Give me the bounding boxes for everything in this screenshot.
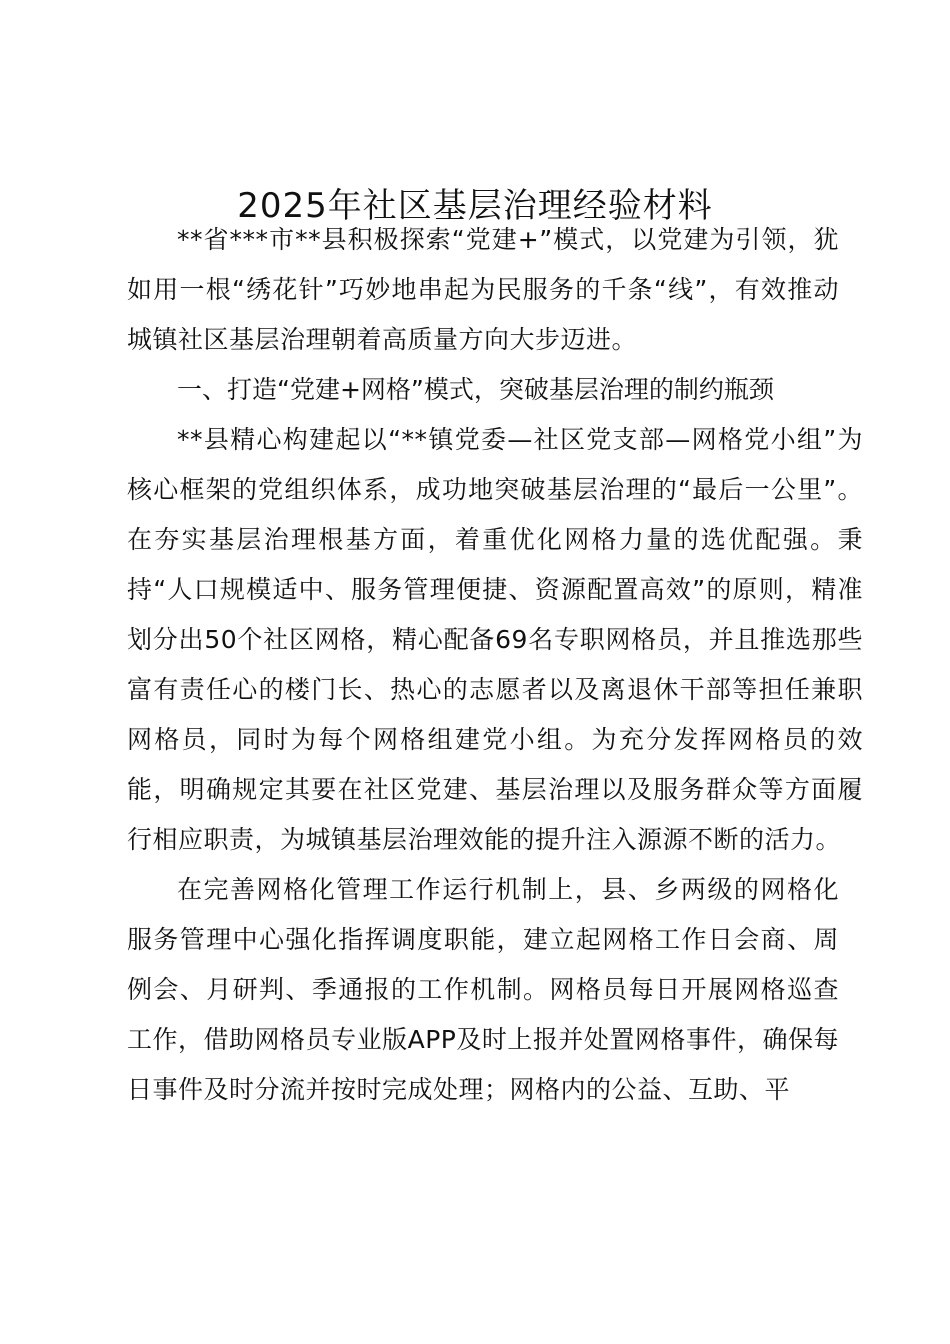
document-title: 2025年社区基层治理经验材料 (237, 186, 713, 226)
intro-paragraph: **省***市**县积极探索“党建+”模式，以党建为引领，犹如用一根“绣花针”巧妙地串起为民服务的千条“线”，有效推动城镇社区基层治理朝着高质量方向大步迈进。 (127, 225, 839, 354)
body-paragraph: **县精心构建起以“**镇党委—社区党支部—网格党小组”为核心框架的党组织体系，成功地突破基层治理的“最后一公里”。在夯实基层治理根基方面，着重优化网格力量的选优配强。秉持“人口规模适中、服务管理便捷、资源配置高效”的原则，精准划分出50个社区网格，精心配备69名专职网格员，并且推选那些富有责任心的楼门长、热心的志愿者以及离退休干部等担任兼职网格员，同时为每个网格组建党小组。为充分发挥网格员的效能，明确规定其要在社区党建、基层治理以及服务群众等方面履行相应职责，为城镇基层治理效能的提升注入源源不断的活力。 (127, 425, 863, 854)
section-heading-1: 一、打造“党建+网格”模式，突破基层治理的制约瓶颈 (177, 375, 774, 404)
body-paragraph: 在完善网格化管理工作运行机制上，县、乡两级的网格化服务管理中心强化指挥调度职能，建立起网格工作日会商、周例会、月研判、季通报的工作机制。网格员每日开展网格巡查工作，借助网格员专业版APP及时上报并处置网格事件，确保每日事件及时分流并按时完成处理；网格内的公益、互助、平 (127, 875, 839, 1104)
document-body (127, 210, 863, 1115)
